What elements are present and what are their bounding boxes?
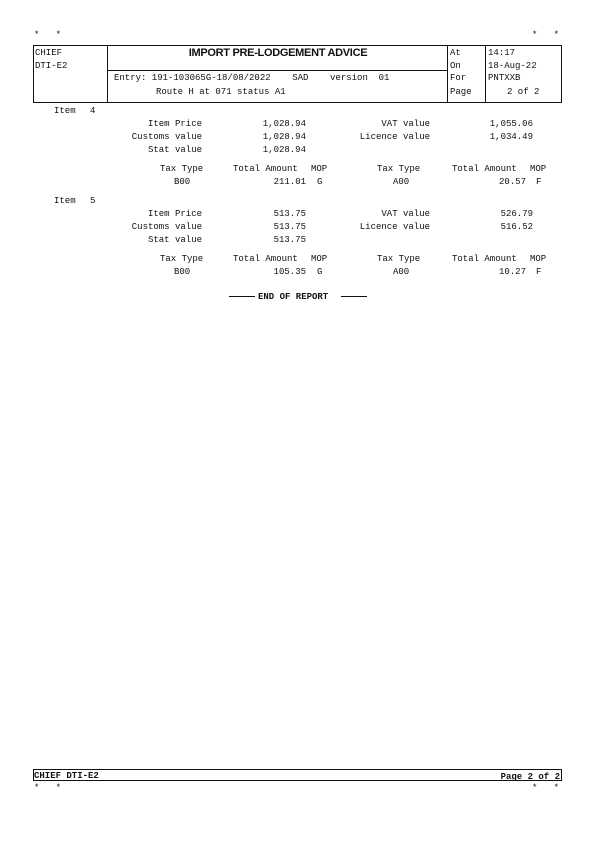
for-value: PNTXXB xyxy=(488,73,521,83)
report-title: IMPORT PRE-LODGEMENT ADVICE xyxy=(188,47,368,59)
system-id: DTI-E2 xyxy=(35,61,68,71)
licence-value-value: 516.52 xyxy=(500,222,533,232)
item-label: Item xyxy=(54,196,76,206)
for-label: For xyxy=(450,73,467,83)
mop-header: MOP xyxy=(530,164,547,174)
tax-amount-value: 105.35 xyxy=(273,267,306,277)
tax-type-value: A00 xyxy=(393,267,410,277)
page-label: Page xyxy=(450,87,472,97)
customs-value-label: Customs value xyxy=(131,132,202,142)
tax-type-header: Tax Type xyxy=(160,254,204,264)
page-corner-mark-bottom-left: * * xyxy=(34,783,62,793)
tax-amount-value: 10.27 xyxy=(498,267,526,277)
item-price-label: Item Price xyxy=(147,209,202,219)
stat-value-label: Stat value xyxy=(147,235,202,245)
end-rule-right xyxy=(341,296,367,297)
end-rule-left xyxy=(229,296,255,297)
item-number: 5 xyxy=(90,196,96,206)
mop-value: G xyxy=(317,177,323,187)
page-corner-mark-top-left: * * xyxy=(34,30,62,40)
stat-value-label: Stat value xyxy=(147,145,202,155)
total-amount-header: Total Amount xyxy=(452,254,517,264)
on-value: 18-Aug-22 xyxy=(488,61,537,71)
tax-type-value: B00 xyxy=(174,267,191,277)
vat-value-value: 1,055.06 xyxy=(489,119,533,129)
total-amount-header: Total Amount xyxy=(233,164,298,174)
licence-value-value: 1,034.49 xyxy=(489,132,533,142)
page-corner-mark-top-right: * * xyxy=(532,30,560,40)
tax-type-value: A00 xyxy=(393,177,410,187)
total-amount-header: Total Amount xyxy=(233,254,298,264)
entry-line: Entry: 191-103065G-18/08/2022 SAD version 01 xyxy=(114,73,390,83)
customs-value-value: 1,028.94 xyxy=(262,132,306,142)
licence-value-label: Licence value xyxy=(359,222,430,232)
tax-amount-value: 20.57 xyxy=(498,177,526,187)
stat-value-value: 1,028.94 xyxy=(262,145,306,155)
mop-value: G xyxy=(317,267,323,277)
page-value: 2 of 2 xyxy=(507,87,540,97)
customs-value-label: Customs value xyxy=(131,222,202,232)
mop-value: F xyxy=(536,267,542,277)
tax-type-header: Tax Type xyxy=(160,164,204,174)
tax-amount-value: 211.01 xyxy=(273,177,306,187)
on-label: On xyxy=(450,61,461,71)
total-amount-header: Total Amount xyxy=(452,164,517,174)
page-corner-mark-bottom-right: * * xyxy=(532,783,560,793)
footer-page-number: Page 2 of 2 xyxy=(500,772,560,782)
tax-type-header: Tax Type xyxy=(377,254,421,264)
licence-value-label: Licence value xyxy=(359,132,430,142)
item-price-value: 1,028.94 xyxy=(262,119,306,129)
vat-value-label: VAT value xyxy=(381,209,430,219)
at-value: 14:17 xyxy=(488,48,516,58)
at-label: At xyxy=(450,48,461,58)
item-number: 4 xyxy=(90,106,96,116)
mop-header: MOP xyxy=(311,164,328,174)
vat-value-label: VAT value xyxy=(381,119,430,129)
item-price-value: 513.75 xyxy=(273,209,306,219)
end-of-report: END OF REPORT xyxy=(258,292,329,302)
customs-value-value: 513.75 xyxy=(273,222,306,232)
mop-header: MOP xyxy=(311,254,328,264)
item-label: Item xyxy=(54,106,76,116)
route-line: Route H at 071 status A1 xyxy=(156,87,286,97)
tax-type-value: B00 xyxy=(174,177,191,187)
item-price-label: Item Price xyxy=(147,119,202,129)
vat-value-value: 526.79 xyxy=(500,209,533,219)
mop-header: MOP xyxy=(530,254,547,264)
mop-value: F xyxy=(536,177,542,187)
stat-value-value: 513.75 xyxy=(273,235,306,245)
tax-type-header: Tax Type xyxy=(377,164,421,174)
system-name: CHIEF xyxy=(35,48,63,58)
footer-system: CHIEF DTI-E2 xyxy=(34,771,99,781)
